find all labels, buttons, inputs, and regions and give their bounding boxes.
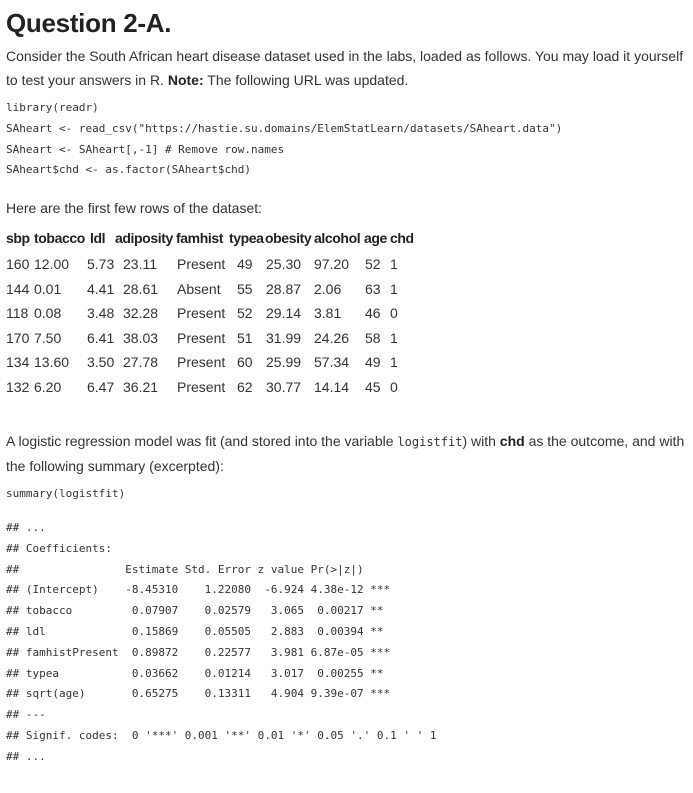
table-cell: 36.21 bbox=[123, 379, 159, 395]
table-cell: 1 bbox=[390, 280, 398, 297]
summary-line: ## ... bbox=[6, 521, 46, 534]
rows-intro: Here are the first few rows of the dataset: bbox=[6, 200, 263, 216]
table-cell: 13.60 bbox=[34, 354, 70, 371]
summary-line: ## ... bbox=[6, 749, 46, 763]
table-cell: Present bbox=[177, 354, 226, 371]
table-cell: Present bbox=[177, 379, 226, 395]
table-cell: 3.50 bbox=[87, 354, 115, 371]
table-cell: 62 bbox=[237, 379, 253, 395]
code-line: library(readr) bbox=[6, 101, 99, 114]
table-cell: 28.87 bbox=[266, 280, 302, 297]
table-cell: Present bbox=[177, 305, 226, 322]
table-cell: 30.77 bbox=[266, 379, 302, 395]
header-cell: famhist bbox=[176, 230, 223, 246]
table-cell: 51 bbox=[237, 329, 253, 346]
table-cell: 28.61 bbox=[123, 280, 159, 297]
header-cell: ldl bbox=[90, 230, 106, 246]
code-line: SAheart$chd <- as.factor(SAheart$chd) bbox=[6, 163, 252, 177]
table-cell: 27.78 bbox=[123, 354, 159, 371]
table-cell: 14.14 bbox=[314, 379, 350, 395]
table-cell: 58 bbox=[365, 329, 381, 346]
table-cell: 0.01 bbox=[34, 280, 62, 297]
table-cell: 0 bbox=[390, 305, 398, 322]
table-cell: Present bbox=[177, 256, 226, 272]
question-title: Question 2-A. bbox=[6, 8, 172, 38]
table-cell: 6.47 bbox=[87, 379, 115, 395]
table-cell: 6.41 bbox=[87, 329, 115, 346]
table-cell: 3.81 bbox=[314, 305, 342, 322]
summary-line: ## sqrt(age) 0.65275 0.13311 4.904 9.39e-07 *** bbox=[6, 687, 391, 701]
summary-call: summary(logistfit) bbox=[6, 487, 126, 500]
table-cell: 132 bbox=[6, 379, 30, 395]
logistfit-variable: logistfit bbox=[397, 435, 463, 449]
summary-output bbox=[6, 518, 436, 768]
note-text: The following URL was updated. bbox=[203, 72, 409, 88]
table-cell: 25.99 bbox=[266, 354, 302, 371]
table-cell: 1 bbox=[390, 329, 398, 346]
table-cell: 134 bbox=[6, 354, 30, 371]
table-cell: 118 bbox=[6, 305, 29, 322]
summary-line: ## tobacco 0.07907 0.02579 3.065 0.00217 ** bbox=[6, 604, 391, 618]
header-cell: age bbox=[364, 230, 387, 246]
table-cell: 31.99 bbox=[266, 329, 302, 346]
outcome-label: chd bbox=[499, 433, 525, 449]
table-cell: 97.20 bbox=[314, 256, 350, 272]
table-cell: 38.03 bbox=[123, 329, 159, 346]
table-cell: 29.14 bbox=[266, 305, 302, 322]
table-cell: 32.28 bbox=[123, 305, 159, 322]
header-cell: obesity bbox=[265, 230, 312, 246]
load-code-block bbox=[6, 98, 562, 181]
table-cell: 55 bbox=[237, 280, 253, 297]
intro-paragraph bbox=[6, 44, 686, 92]
summary-line: ## ldl 0.15869 0.05505 2.883 0.00394 ** bbox=[6, 624, 391, 638]
table-cell: 63 bbox=[365, 280, 381, 297]
table-cell: 7.50 bbox=[34, 329, 62, 346]
header-cell: typea bbox=[229, 230, 264, 246]
table-cell: 0 bbox=[390, 379, 398, 395]
summary-line: ## typea 0.03662 0.01214 3.017 0.00255 ** bbox=[6, 666, 391, 680]
table-cell: 57.34 bbox=[314, 354, 350, 371]
header-cell: chd bbox=[390, 230, 414, 246]
summary-line: ## Coefficients: bbox=[6, 541, 112, 555]
table-cell: 49 bbox=[237, 256, 253, 272]
table-cell: 6.20 bbox=[34, 379, 62, 395]
intro-text: Consider the South African heart disease dataset used in the labs, loaded as follows. You may load it yourself to test your answers in R. bbox=[6, 48, 684, 88]
table-cell: 52 bbox=[237, 305, 253, 322]
table-cell: 1 bbox=[390, 354, 398, 371]
header-cell: adiposity bbox=[115, 230, 173, 246]
table-cell: 0.08 bbox=[34, 305, 62, 322]
table-cell: 52 bbox=[365, 256, 381, 272]
code-line: SAheart <- read_csv("https://hastie.su.domains/ElemStatLearn/datasets/SAheart.data") bbox=[6, 121, 563, 135]
table-cell: 24.26 bbox=[314, 329, 350, 346]
table-cell: 5.73 bbox=[87, 256, 115, 272]
table-cell: 170 bbox=[6, 329, 30, 346]
table-cell: 4.41 bbox=[87, 280, 115, 297]
summary-line: ## --- bbox=[6, 708, 46, 722]
table-cell: 3.48 bbox=[87, 305, 115, 322]
table-cell: 45 bbox=[365, 379, 381, 395]
table-cell: 1 bbox=[390, 256, 398, 272]
summary-line: ## Signif. codes: 0 '***' 0.001 '**' 0.01 '*' 0.05 '.' 0.1 ' ' 1 bbox=[6, 728, 437, 742]
table-cell: Absent bbox=[177, 280, 221, 297]
table-cell: 46 bbox=[365, 305, 381, 322]
table-cell: 12.00 bbox=[34, 256, 70, 272]
summary-line: ## famhistPresent 0.89872 0.22577 3.981 6.87e-05 *** bbox=[6, 645, 391, 659]
note-label: Note: bbox=[167, 72, 204, 88]
header-cell: sbp bbox=[6, 230, 30, 246]
table-cell: 25.30 bbox=[266, 256, 302, 272]
summary-line: ## (Intercept) -8.45310 1.22080 -6.924 4.38e-12 *** bbox=[6, 583, 391, 597]
table-cell: 60 bbox=[237, 354, 253, 371]
table-cell: Present bbox=[177, 329, 226, 346]
summary-line: ## Estimate Std. Error z value Pr(>|z|) bbox=[6, 562, 391, 576]
header-cell: alcohol bbox=[314, 230, 361, 246]
model-paragraph: A logistic regression model was fit (and stored into the variable logistfit) with chd as the outcome, and with the following summary (excerpted): bbox=[6, 433, 685, 474]
table-cell: 49 bbox=[365, 354, 381, 371]
table-cell: 2.06 bbox=[314, 280, 342, 297]
table-cell: 23.11 bbox=[123, 256, 157, 272]
header-cell: tobacco bbox=[34, 230, 85, 246]
table-cell: 160 bbox=[6, 256, 30, 272]
code-line: SAheart <- SAheart[,-1] # Remove row.names bbox=[6, 142, 285, 156]
table-cell: 144 bbox=[6, 280, 30, 297]
